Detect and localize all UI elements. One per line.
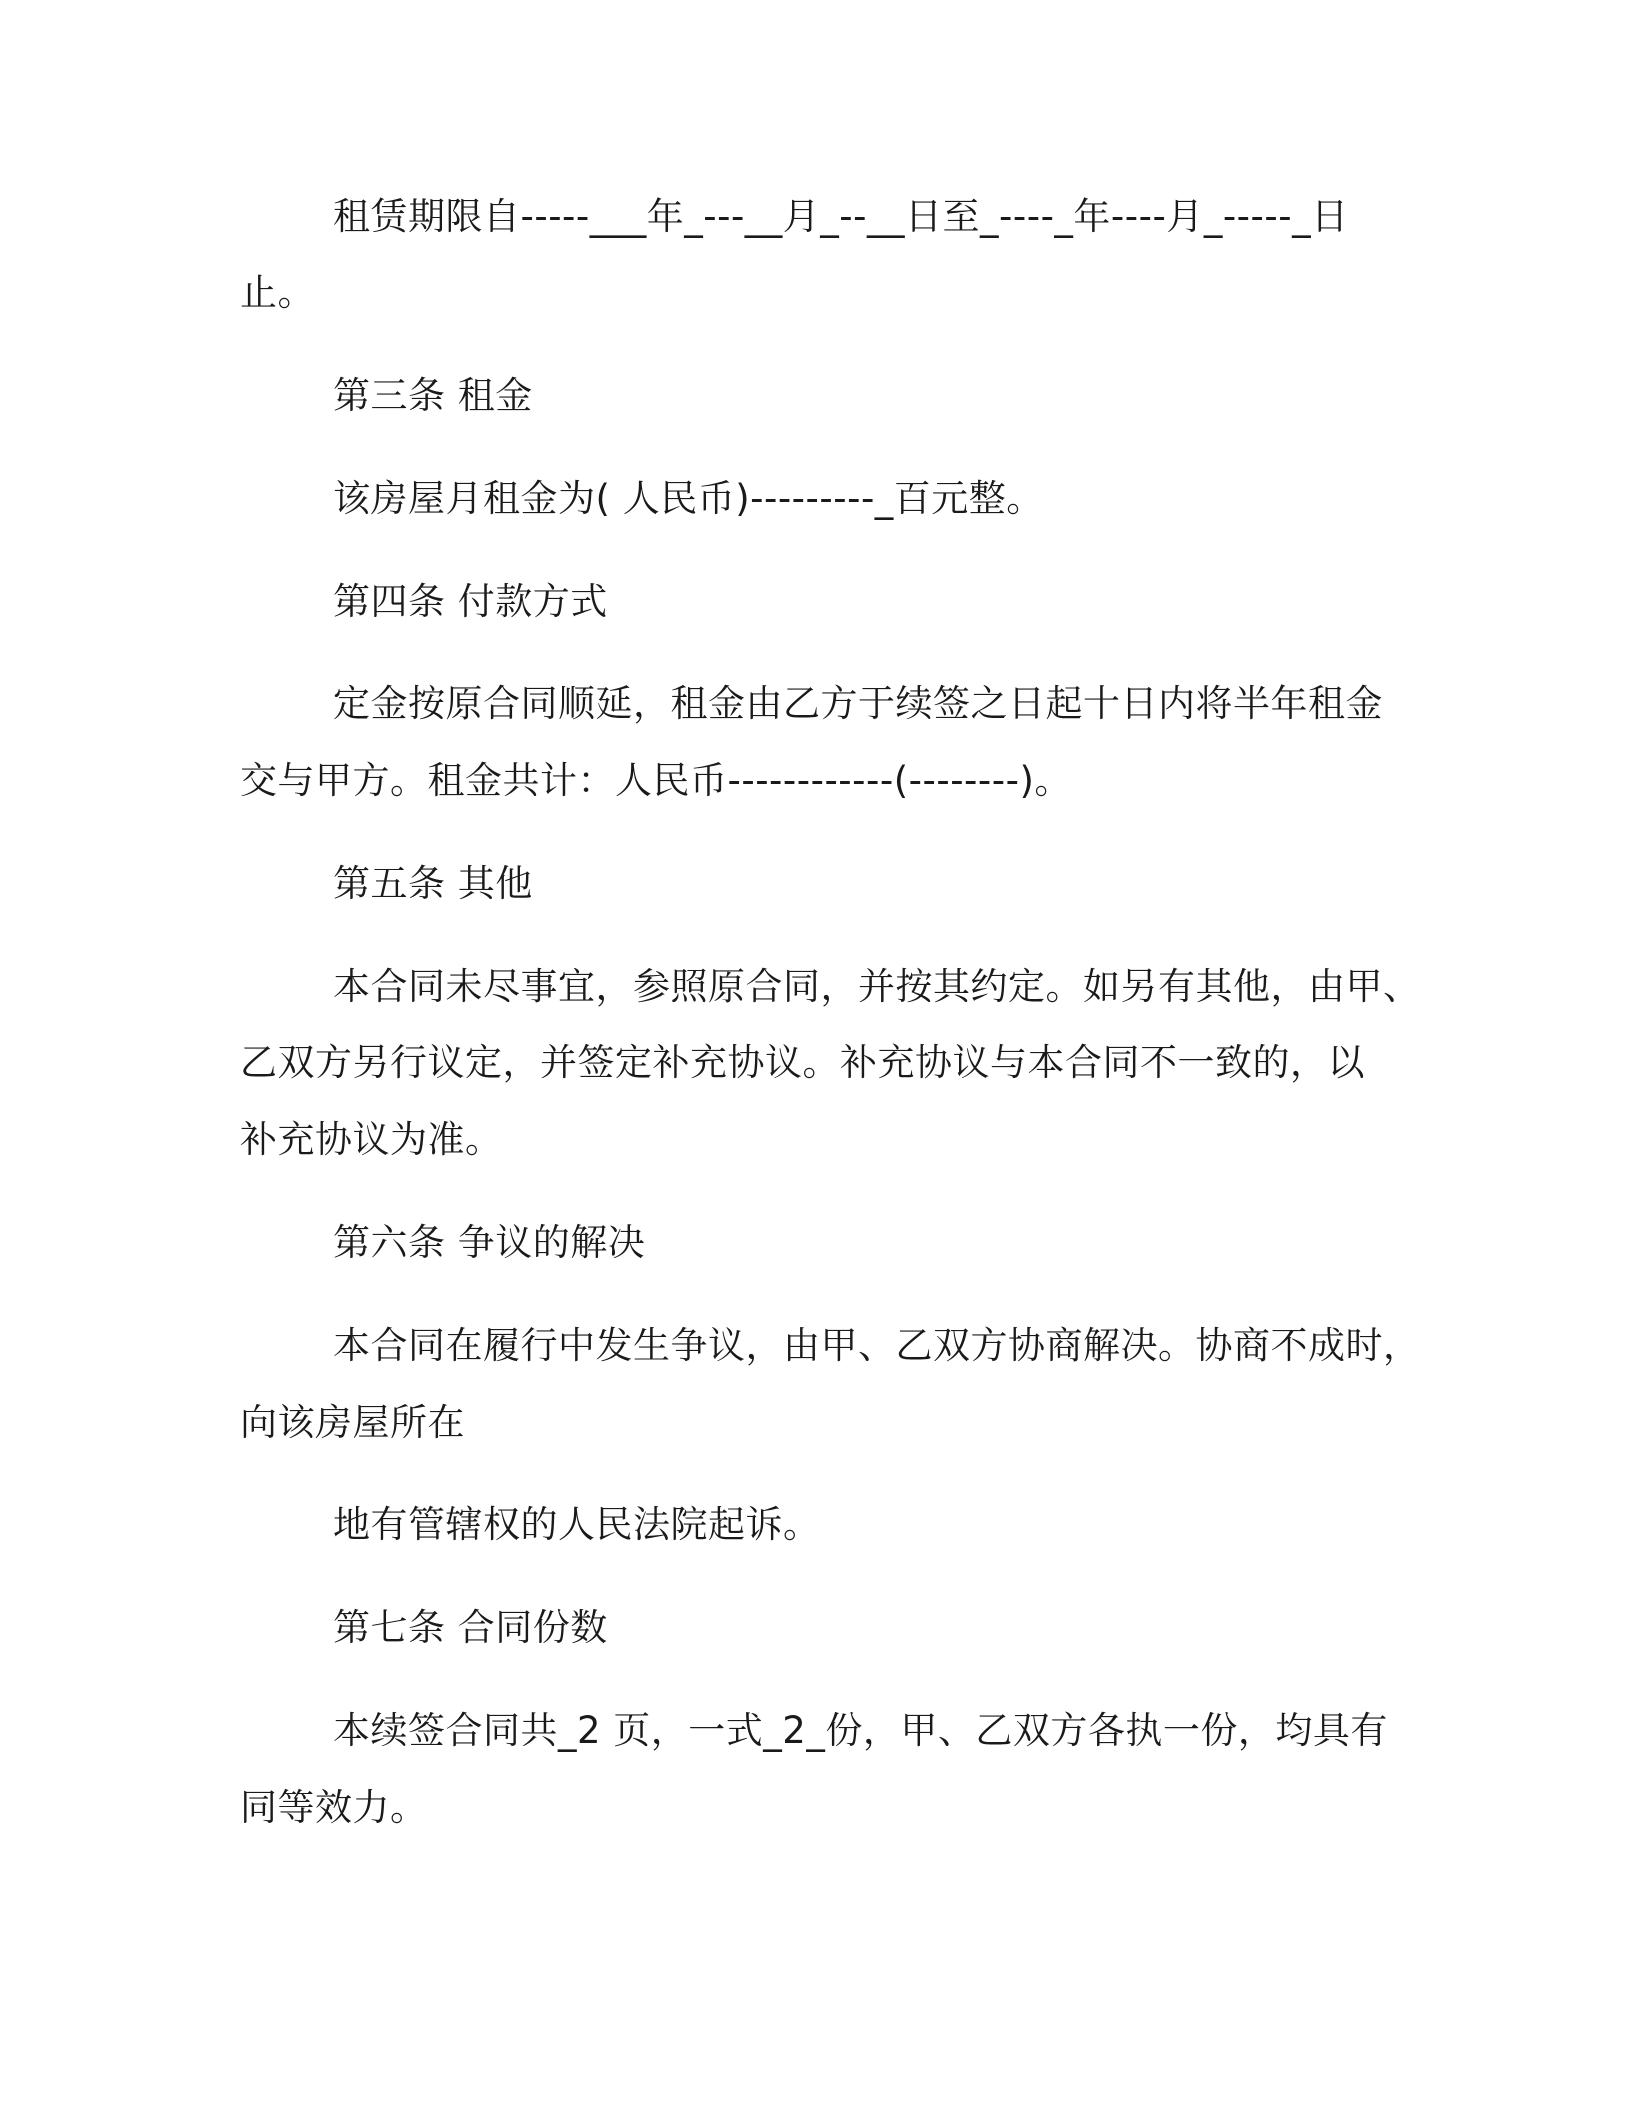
copies-paragraph-line-1: 本续签合同共_2 页，一式_2_份，甲、乙双方各执一份，均具有 [333,1709,1388,1752]
other-paragraph-line-1: 本合同未尽事宜，参照原合同，并按其约定。如另有其他，由甲、 [333,965,1421,1008]
article-3-heading: 第三条 租金 [333,374,533,417]
lease-term-line: 租赁期限自-----___年_---__月_--__日至_----_年----月_-----_日 [333,195,1349,238]
other-paragraph-line-2: 乙双方另行议定，并签定补充协议。补充协议与本合同不一致的，以 [240,1041,1365,1084]
dispute-paragraph-line-2: 向该房屋所在 [240,1401,465,1444]
other-paragraph-line-3: 补充协议为准。 [240,1118,503,1161]
copies-paragraph-line-2: 同等效力。 [240,1786,428,1829]
payment-paragraph-line-1: 定金按原合同顺延，租金由乙方于续签之日起十日内将半年租金 [333,682,1383,725]
lease-term-line-end: 止。 [240,271,315,314]
article-4-heading: 第四条 付款方式 [333,580,608,623]
article-5-heading: 第五条 其他 [333,862,533,905]
article-7-heading: 第七条 合同份数 [333,1606,608,1649]
article-6-heading: 第六条 争议的解决 [333,1221,646,1264]
dispute-paragraph-line-1: 本合同在履行中发生争议，由甲、乙双方协商解决。协商不成时， [333,1324,1421,1367]
payment-paragraph-line-2: 交与甲方。租金共计：人民币------------(--------)。 [240,759,1072,802]
rent-paragraph: 该房屋月租金为( 人民币)---------_百元整。 [333,477,1044,520]
dispute-paragraph-line-3: 地有管辖权的人民法院起诉。 [333,1503,821,1546]
